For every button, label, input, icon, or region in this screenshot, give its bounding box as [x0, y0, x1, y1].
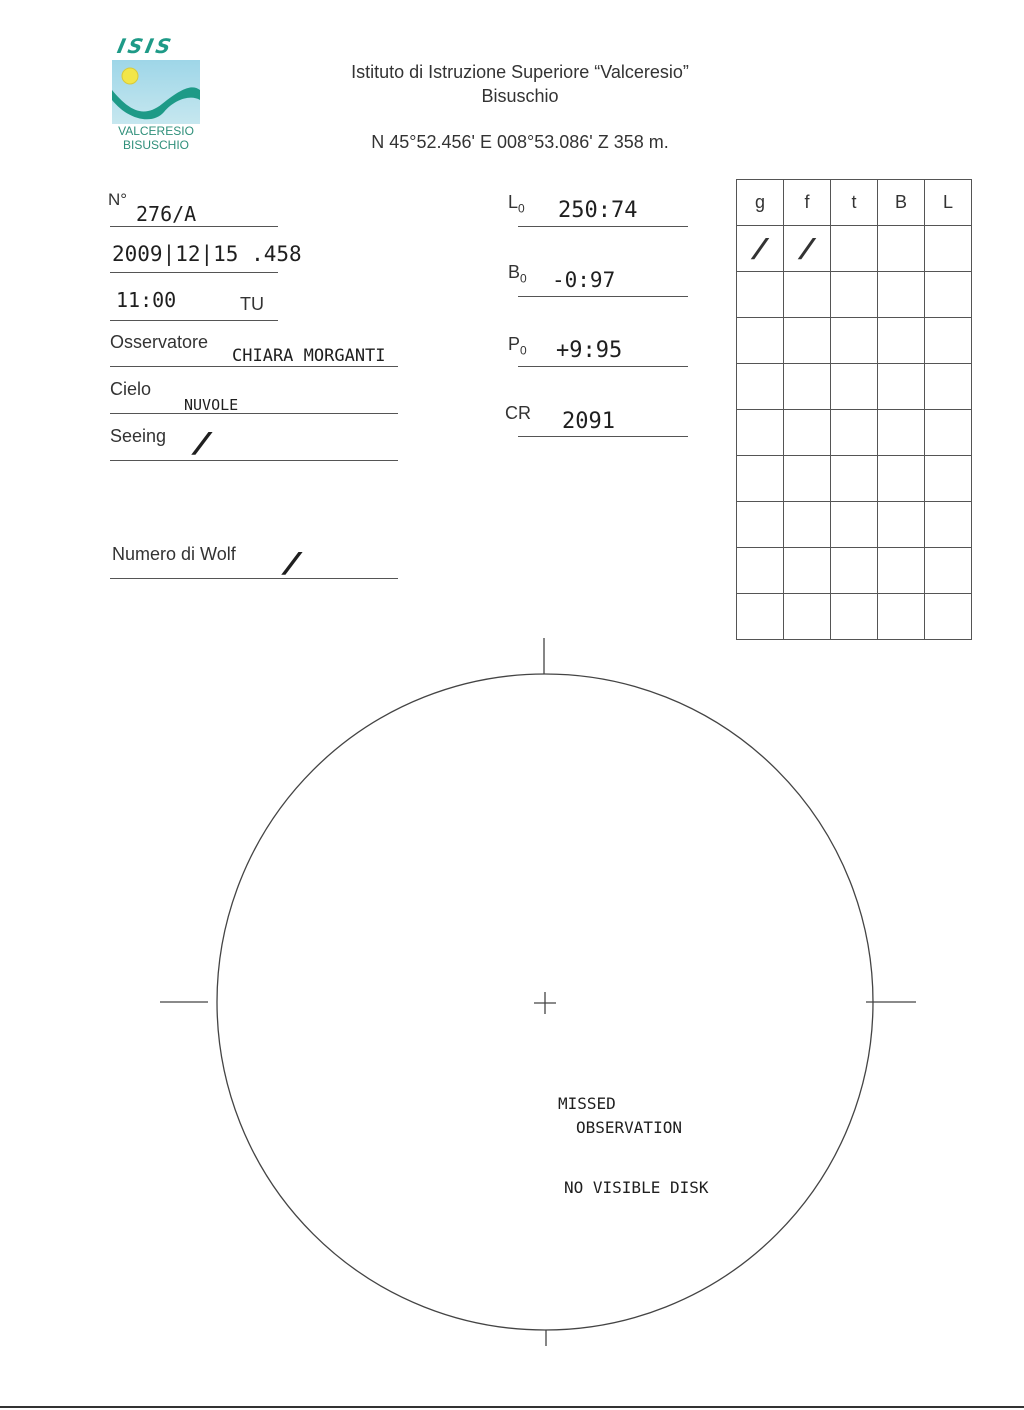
time-rule [110, 320, 278, 321]
b0-subscript: 0 [520, 271, 527, 286]
wolf-number-label: Numero di Wolf [112, 544, 236, 564]
scan-edge-line [0, 1406, 1024, 1408]
logo-emblem [112, 60, 200, 124]
column-header-b: B [878, 180, 925, 226]
observer-rule [110, 366, 398, 367]
table-cell-t [831, 410, 878, 456]
table-cell-b [878, 272, 925, 318]
logo-caption [108, 124, 204, 152]
wave-sun-icon [112, 60, 200, 124]
table-cell-t [831, 456, 878, 502]
sky-rule [110, 413, 398, 414]
table-cell-f: / [772, 226, 843, 272]
table-row [737, 226, 972, 272]
table-cell-g [737, 548, 784, 594]
observer-value: CHIARA MORGANTI [232, 346, 386, 366]
number-value: 276/A [136, 202, 197, 226]
table-cell-l [925, 502, 972, 548]
table-row [737, 318, 972, 364]
l0-value: 250:74 [558, 198, 638, 223]
table-cell-g [737, 410, 784, 456]
p0-value: +9:95 [556, 338, 623, 363]
table-cell-f [784, 364, 831, 410]
table-cell-f [784, 318, 831, 364]
table-cell-b [878, 548, 925, 594]
p0-rule [518, 366, 688, 367]
table-row [737, 548, 972, 594]
l0-label [508, 192, 525, 216]
seeing-value: / [188, 426, 216, 459]
date-rule [110, 272, 278, 273]
observer-label: Osservatore [110, 332, 209, 352]
table-row [737, 364, 972, 410]
b0-symbol: B [508, 262, 521, 282]
cr-label: CR [505, 403, 531, 423]
sky-value: NUVOLE [184, 396, 239, 414]
column-header-f: f [784, 180, 831, 226]
seeing-label: Seeing [110, 426, 167, 446]
table-cell-b [878, 410, 925, 456]
p0-symbol: P [508, 334, 521, 354]
time-value: 11:00 [116, 288, 177, 312]
table-cell-t [831, 318, 878, 364]
table-cell-t [831, 548, 878, 594]
table-cell-l [925, 272, 972, 318]
institute-name: Istituto di Istruzione Superiore “Valceresio” [351, 62, 689, 82]
institute-header [300, 60, 740, 108]
b0-rule [518, 296, 688, 297]
table-cell-f [784, 410, 831, 456]
table-cell-l [925, 594, 972, 640]
l0-symbol: L [508, 192, 519, 212]
disk-note-no-visible-disk: NO VISIBLE DISK [564, 1178, 709, 1197]
number-rule [110, 226, 278, 227]
table-cell-b [878, 226, 925, 272]
sunspot-count-table [736, 179, 972, 640]
table-cell-g [737, 456, 784, 502]
l0-rule [518, 226, 688, 227]
logo-wordmark: ISIS [115, 34, 177, 58]
b0-value: -0:97 [552, 268, 616, 292]
wolf-number-rule [110, 578, 398, 579]
table-row [737, 410, 972, 456]
table-cell-t [831, 272, 878, 318]
column-header-g: g [737, 180, 784, 226]
date-value: 2009|12|15 .458 [112, 242, 302, 266]
table-cell-b [878, 502, 925, 548]
b0-label [508, 262, 527, 286]
institute-town: Bisuschio [481, 86, 559, 106]
disk-note-missed: MISSED [558, 1094, 616, 1113]
seeing-rule [110, 460, 398, 461]
table-cell-b [878, 364, 925, 410]
table-cell-t [831, 502, 878, 548]
column-header-l: L [925, 180, 972, 226]
table-cell-l [925, 456, 972, 502]
table-cell-g [737, 502, 784, 548]
table-cell-f [784, 456, 831, 502]
table-header-row [737, 180, 972, 226]
number-label: N° [108, 190, 128, 209]
table-cell-b [878, 318, 925, 364]
cr-rule [518, 436, 688, 437]
l0-subscript: 0 [518, 201, 525, 216]
column-header-t: t [831, 180, 878, 226]
logo-caption-line2: BISUSCHIO [122, 138, 189, 152]
table-cell-f [784, 502, 831, 548]
table-row [737, 456, 972, 502]
cr-value: 2091 [562, 409, 615, 434]
table-cell-g [737, 318, 784, 364]
table-cell-l [925, 318, 972, 364]
sky-label: Cielo [110, 379, 152, 399]
table-cell-l [925, 410, 972, 456]
solar-disk-drawing [150, 630, 930, 1360]
wolf-number-value: / [278, 546, 306, 579]
time-unit: TU [240, 294, 264, 314]
p0-subscript: 0 [520, 343, 527, 358]
table-cell-b [878, 456, 925, 502]
disk-note-observation: OBSERVATION [576, 1118, 682, 1137]
table-cell-f [784, 272, 831, 318]
table-cell-f [784, 548, 831, 594]
table-cell-g [737, 272, 784, 318]
table-cell-l [925, 226, 972, 272]
table-cell-l [925, 548, 972, 594]
logo-caption-line1: VALCERESIO [118, 124, 194, 138]
table-cell-g [737, 364, 784, 410]
table-cell-g: / [725, 226, 796, 272]
table-cell-l [925, 364, 972, 410]
table-row [737, 502, 972, 548]
table-row [737, 272, 972, 318]
observatory-coordinates: N 45°52.456' E 008°53.086' Z 358 m. [371, 132, 669, 152]
p0-label [508, 334, 527, 358]
table-cell-t [831, 364, 878, 410]
